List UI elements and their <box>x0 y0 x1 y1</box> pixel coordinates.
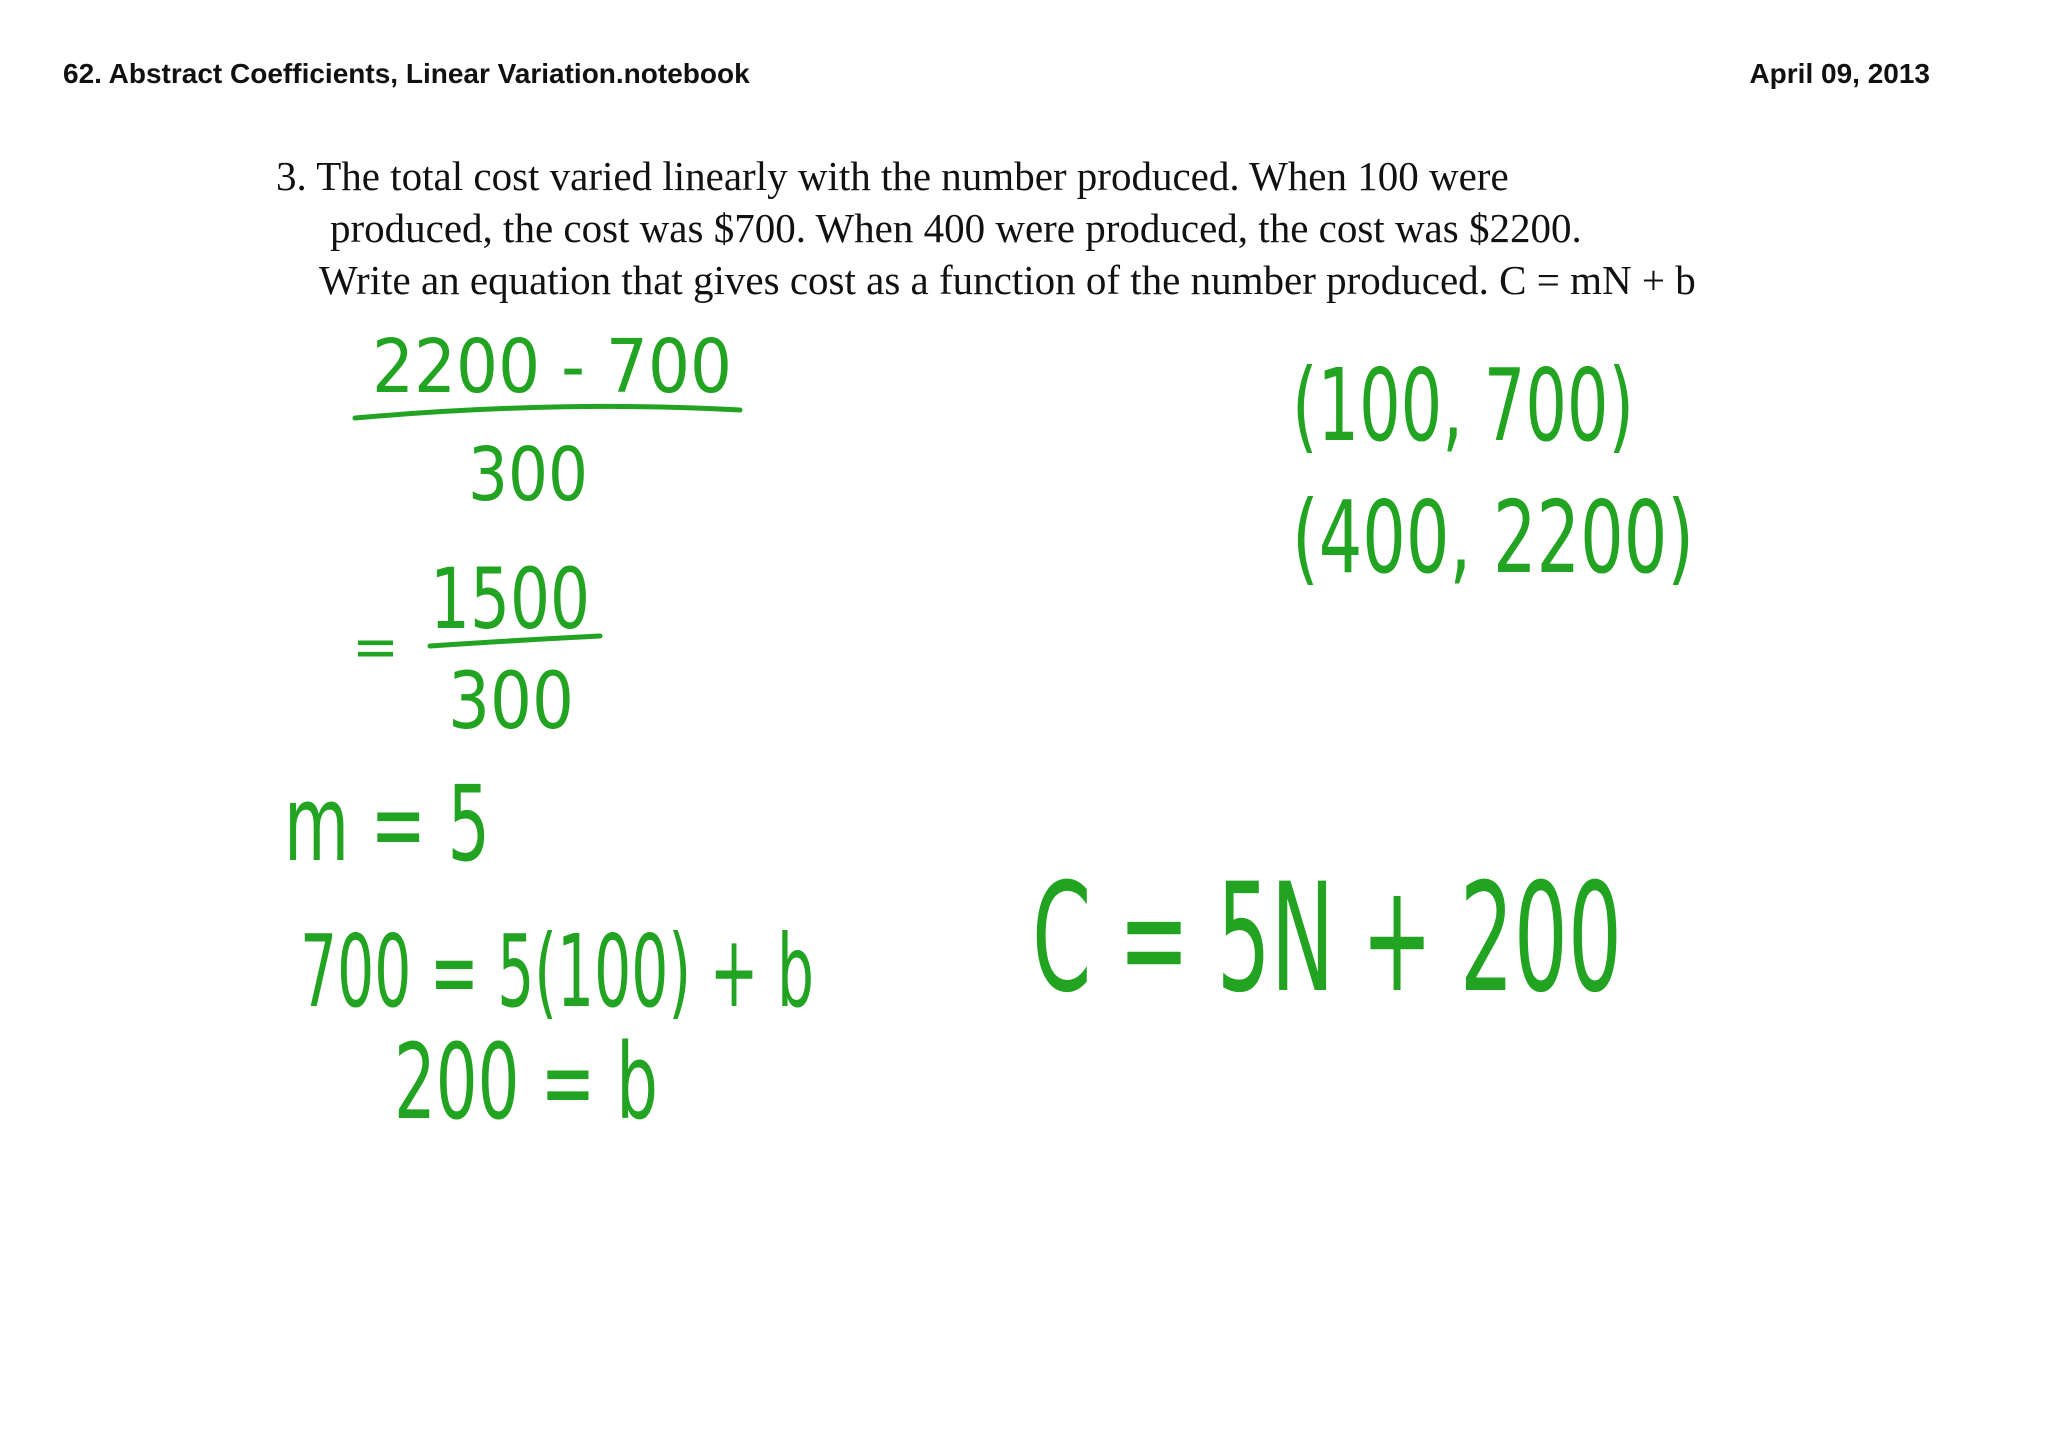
hw-slope-result: m = 5 <box>284 763 490 885</box>
hw-slope-denominator-1: 300 <box>468 432 588 518</box>
hw-intercept-result: 200 = b <box>394 1021 658 1143</box>
hw-point-1: (100, 700) <box>1292 347 1634 464</box>
problem-line-2: produced, the cost was $700. When 400 were produced, the cost was $2200. <box>330 205 1582 251</box>
hw-substitution: 700 = 5(100) + b <box>300 913 814 1030</box>
hw-slope-numerator: 2200 - 700 <box>372 324 732 410</box>
hw-final-equation: C = 5N + 200 <box>1032 852 1622 1026</box>
hw-equals-1: = <box>352 615 399 680</box>
problem-line-1: 3. The total cost varied linearly with the number produced. When 100 were <box>276 153 1509 199</box>
notebook-title: 62. Abstract Coefficients, Linear Variation.notebook <box>63 58 750 89</box>
fraction-bar-2 <box>430 636 600 646</box>
hw-point-2: (400, 2200) <box>1292 479 1694 596</box>
problem-line-3: Write an equation that gives cost as a function of the number produced. C = mN + b <box>319 257 1696 303</box>
hw-slope-denominator-2: 300 <box>448 657 574 747</box>
fraction-bar-1 <box>355 406 740 418</box>
hw-slope-numerator-2: 1500 <box>430 550 590 648</box>
page-date: April 09, 2013 <box>1749 58 1930 89</box>
